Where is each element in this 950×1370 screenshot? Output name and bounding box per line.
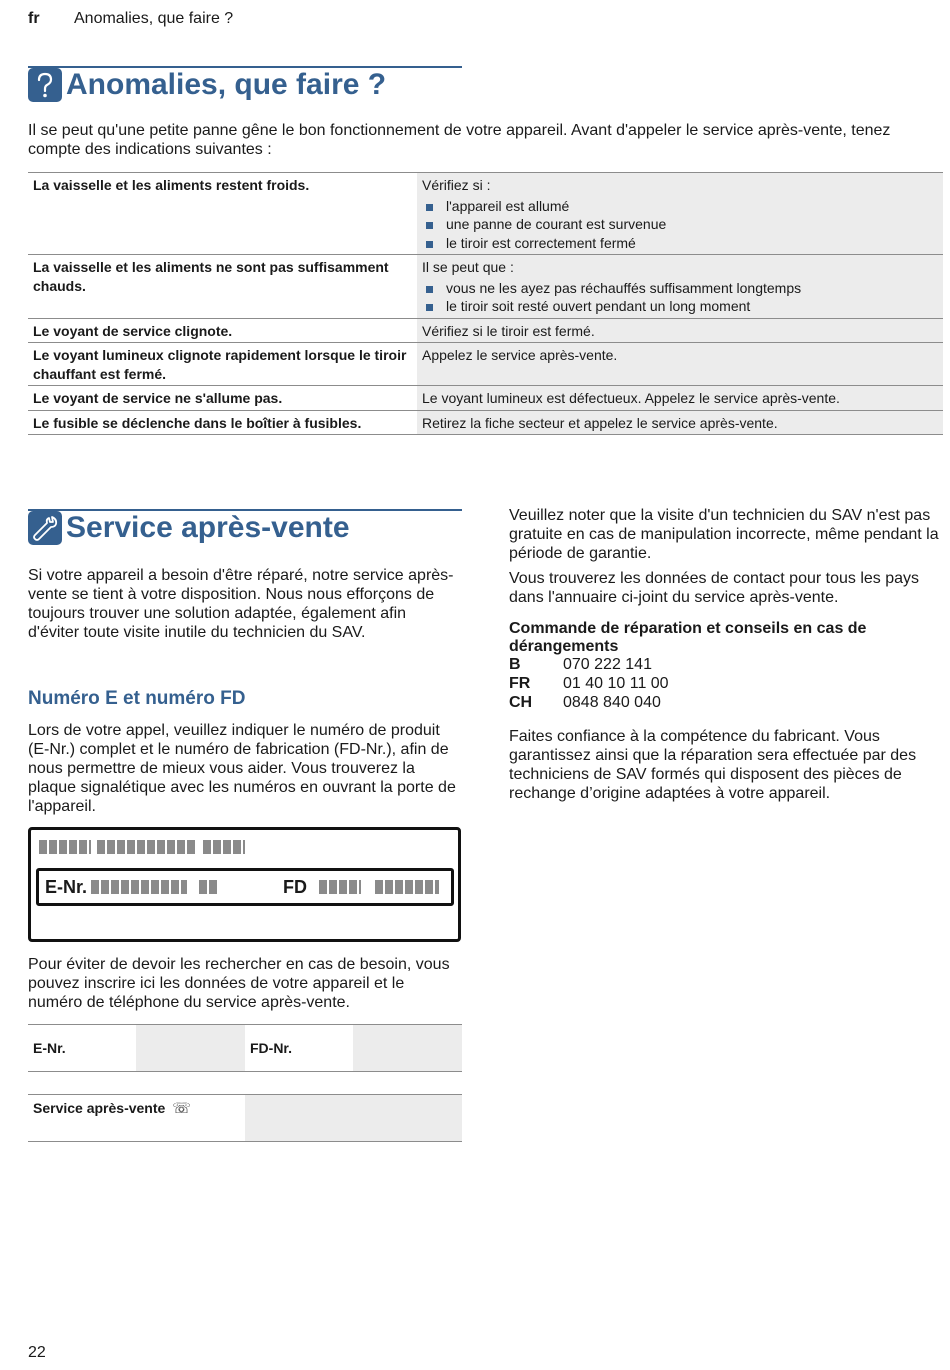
question-icon bbox=[28, 68, 62, 102]
service-field-blank bbox=[245, 1095, 462, 1142]
fill-in-table-numbers bbox=[28, 1024, 462, 1072]
plate-fd-label: FD bbox=[283, 876, 308, 897]
fill-in-table-service bbox=[28, 1094, 462, 1142]
phone-number: 0848 840 040 bbox=[563, 694, 661, 711]
enr-fd-subtitle: Numéro E et numéro FD bbox=[28, 688, 246, 709]
wrench-icon bbox=[28, 511, 62, 545]
fault-solution-text: Appelez le service après-vente. bbox=[422, 347, 618, 363]
fault-problem: Le fusible se déclenche dans le boîtier à fusibles. bbox=[28, 410, 417, 435]
contact-row bbox=[509, 655, 669, 674]
contact-directory-note: Vous trouverez les données de contact pour tous les pays dans l'annuaire ci-joint du service après-vente. bbox=[509, 570, 920, 606]
fault-solution bbox=[417, 410, 943, 435]
repair-heading: Commande de réparation et conseils en cas de dérangements bbox=[509, 620, 867, 655]
rating-plate-illustration bbox=[28, 827, 461, 942]
fault-solution bbox=[417, 343, 943, 386]
phone-icon: ☏ bbox=[172, 1099, 191, 1117]
service-title: Service après-vente bbox=[66, 511, 350, 544]
plate-enr-label: E-Nr. bbox=[45, 876, 88, 897]
service-intro: Si votre appareil a besoin d'être réparé, notre service après-vente se tient à votre disposition. Nous nous efforçons de toujours trouver une solution adaptée, également afin d'éviter toute visite inutile du technicien du SAV. bbox=[28, 567, 454, 641]
checklist-item: le tiroir est correctement fermé bbox=[426, 234, 938, 253]
fault-solution-text: Le voyant lumineux est défectueux. Appelez le service après-vente. bbox=[422, 390, 840, 406]
fault-row bbox=[28, 343, 943, 386]
fault-problem: Le voyant de service clignote. bbox=[28, 318, 417, 343]
fault-solution-text: Vérifiez si : bbox=[422, 177, 491, 193]
fault-checklist bbox=[422, 279, 938, 316]
phone-number: 01 40 10 11 00 bbox=[563, 675, 669, 692]
enr-fd-paragraph: Lors de votre appel, veuillez indiquer le numéro de produit (E-Nr.) complet et le numéro de fabrication (FD-Nr.), afin de nous permettre de mieux vous aider. Vous trouverez la plaque signalétique avec les numéros en ouvrant la porte de l'appareil. bbox=[28, 722, 456, 815]
page-number: 22 bbox=[28, 1344, 46, 1361]
fault-solution bbox=[417, 318, 943, 343]
fault-solution bbox=[417, 386, 943, 411]
fdnr-field-label: FD-Nr. bbox=[245, 1025, 353, 1072]
fault-problem: Le voyant lumineux clignote rapidement lorsque le tiroir chauffant est fermé. bbox=[28, 343, 417, 386]
section-heading-service bbox=[28, 509, 462, 545]
contact-row bbox=[509, 693, 669, 712]
fault-solution-text: Vérifiez si le tiroir est fermé. bbox=[422, 322, 595, 339]
country-code: B bbox=[509, 656, 521, 673]
checklist-item: vous ne les ayez pas réchauffés suffisamment longtemps bbox=[426, 279, 938, 298]
fault-row bbox=[28, 410, 943, 435]
service-field-label bbox=[28, 1095, 245, 1142]
fdnr-field-blank bbox=[353, 1025, 462, 1072]
intro-paragraph: Il se peut qu'une petite panne gêne le bon fonctionnement de votre appareil. Avant d'appeler le service après-vente, tenez compte des indications suivantes : bbox=[28, 122, 891, 158]
checklist-item: le tiroir soit resté ouvert pendant un long moment bbox=[426, 297, 938, 316]
fill-in-note: Pour éviter de devoir les rechercher en cas de besoin, vous pouvez inscrire ici les données de votre appareil et le numéro de téléphone du service après-vente. bbox=[28, 956, 450, 1011]
country-code: CH bbox=[509, 694, 533, 711]
phone-number: 070 222 141 bbox=[563, 656, 652, 673]
section-heading-anomalies bbox=[28, 66, 462, 102]
fault-solution bbox=[417, 173, 943, 255]
fault-row bbox=[28, 318, 943, 343]
plate-number-box bbox=[36, 868, 454, 906]
checklist-item: une panne de courant est survenue bbox=[426, 215, 938, 234]
fault-row bbox=[28, 386, 943, 411]
page-title: Anomalies, que faire ? bbox=[66, 68, 387, 101]
fault-checklist bbox=[422, 197, 938, 253]
language-code: fr bbox=[28, 10, 40, 27]
country-code: FR bbox=[509, 675, 531, 692]
fault-solution-text: Retirez la fiche secteur et appelez le service après-vente. bbox=[422, 414, 778, 431]
fault-row bbox=[28, 173, 943, 255]
checklist-item: l'appareil est allumé bbox=[426, 197, 938, 216]
fault-row bbox=[28, 255, 943, 319]
plate-placeholder-line bbox=[39, 840, 245, 854]
fault-solution bbox=[417, 255, 943, 319]
manufacturer-trust-paragraph: Faites confiance à la compétence du fabricant. Vous garantissez ainsi que la réparation sera effectuée par des techniciens de SAV formés qui disposent des pièces de rechange d’origine adaptées à votre appareil. bbox=[509, 728, 917, 802]
enr-field-blank bbox=[136, 1025, 245, 1072]
service-field-text: Service après-vente bbox=[33, 1100, 166, 1116]
warranty-note: Veuillez noter que la visite d'un technicien du SAV n'est pas gratuite en cas de manipulation incorrecte, même pendant la période de garantie. bbox=[509, 507, 939, 562]
fault-problem: La vaisselle et les aliments restent froids. bbox=[28, 173, 417, 255]
contact-list bbox=[509, 655, 669, 712]
fault-solution-text: Il se peut que : bbox=[422, 259, 514, 275]
enr-field-label: E-Nr. bbox=[28, 1025, 136, 1072]
fault-problem: Le voyant de service ne s'allume pas. bbox=[28, 386, 417, 411]
fault-table bbox=[28, 172, 943, 435]
contact-row bbox=[509, 674, 669, 693]
fault-problem: La vaisselle et les aliments ne sont pas suffisamment chauds. bbox=[28, 255, 417, 319]
running-header-title: Anomalies, que faire ? bbox=[74, 10, 234, 27]
